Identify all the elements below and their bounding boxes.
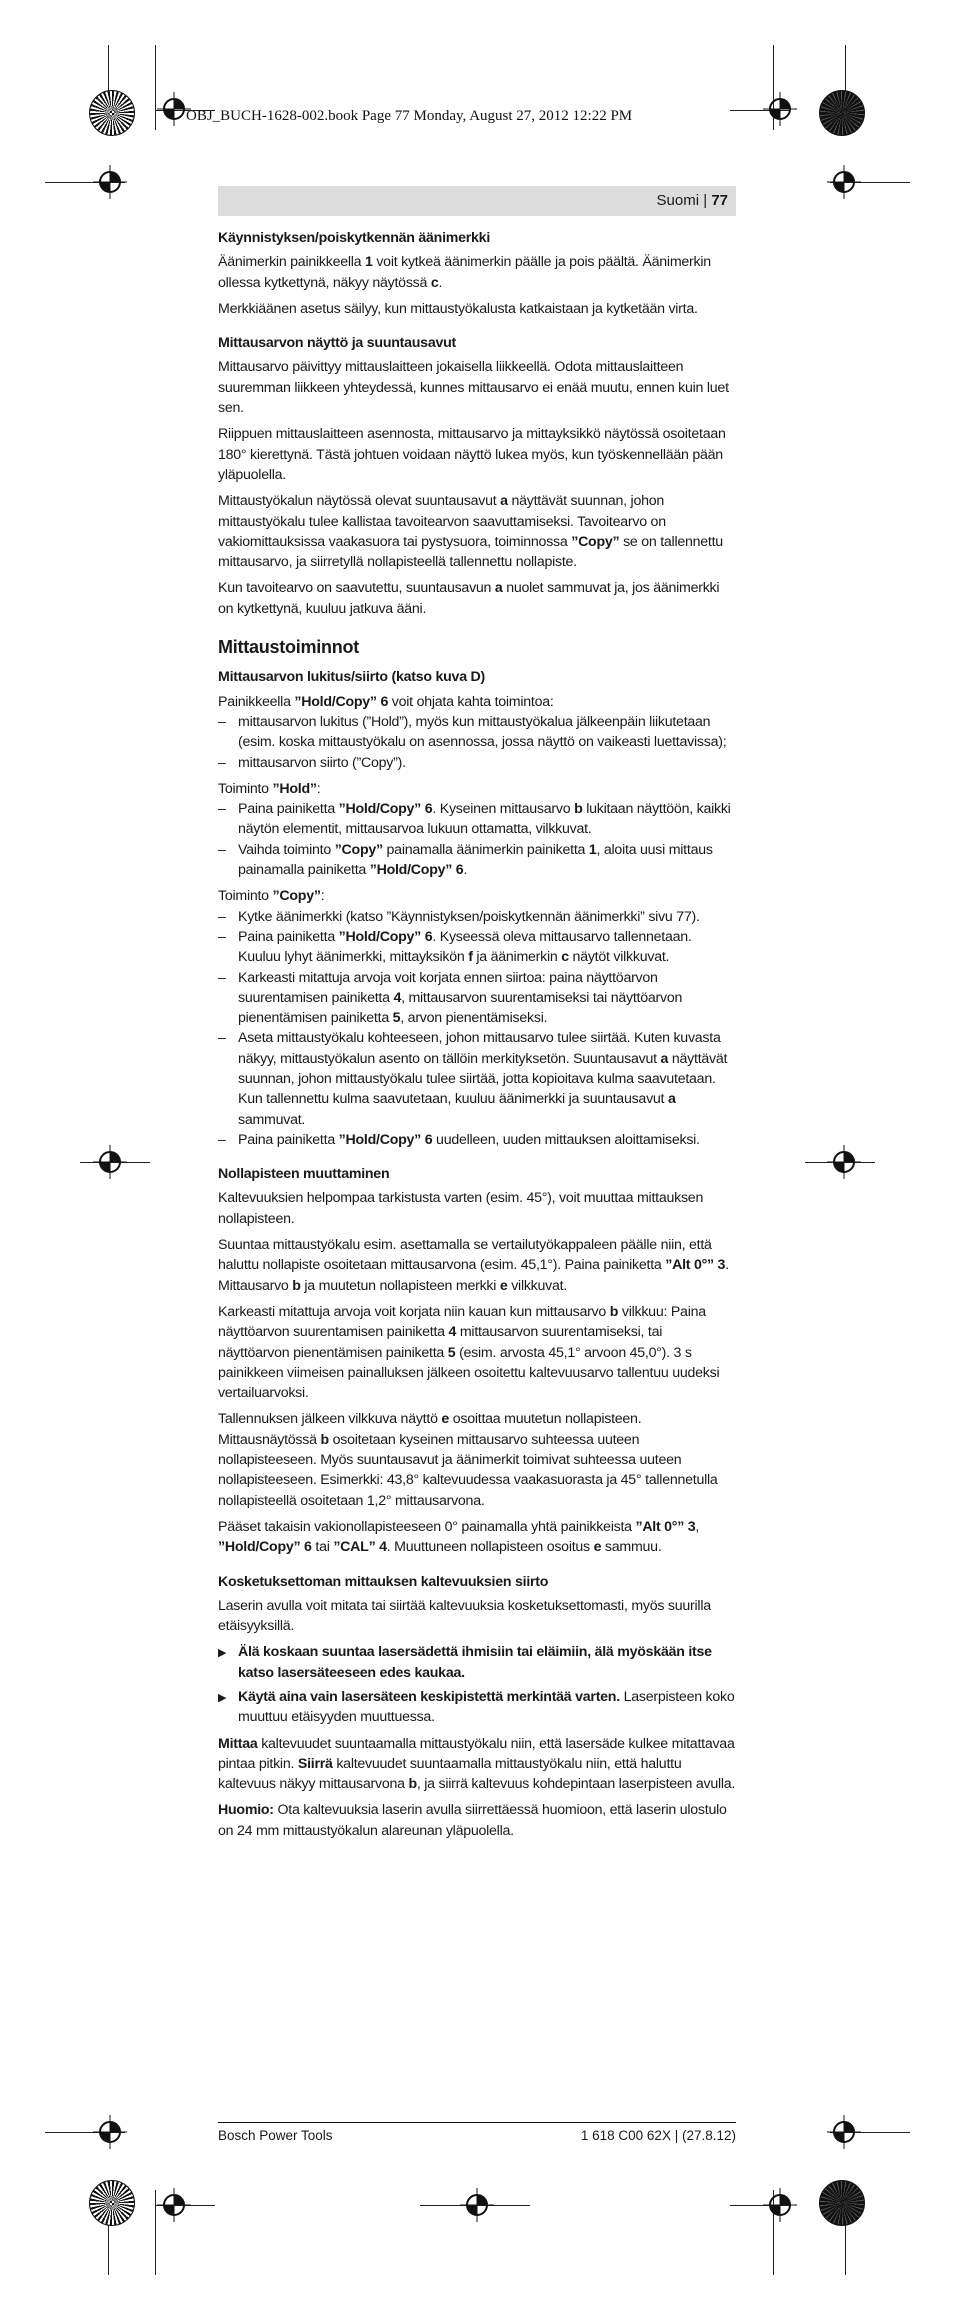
section-heading: Käynnistyksen/poiskytkennän äänimerkki: [218, 230, 491, 246]
paragraph: Toiminto ”Copy”:: [218, 888, 325, 905]
footer-doc-number: 1 618 C00 62X | (27.8.12): [580, 2128, 736, 2143]
list-item: – Paina painiketta ”Hold/Copy” 6 uudelleen, uuden mittauksen aloittamiseksi.: [218, 1130, 736, 1150]
color-registration-rosette: [89, 2180, 135, 2226]
registration-target-icon: [763, 2188, 797, 2222]
color-registration-rosette: [819, 2180, 865, 2226]
section-heading: Kosketuksettoman mittauksen kaltevuuksien siirto: [218, 1573, 549, 1590]
bullet-list: [218, 907, 736, 1151]
warning-item: ▶ Älä koskaan suuntaa lasersädettä ihmisiin tai eläimiin, älä myöskään itse katso lasersäteeseen edes kaukaa.: [218, 1642, 736, 1683]
paragraph: Karkeasti mitattuja arvoja voit korjata niin kauan kun mittausarvo b vilkkuu: Paina näyttöarvon suurentamisen painiketta 4 mittausarvon suurentamiseksi, tai näyttöarvon pienentämisen painiketta 5 (esim. arvosta 45,1° arvoon 45,0°). 3 s painikkeen viimeisen painalluksen jälkeen osoitettu kaltevuusarvo tallentuu uudeksi vertailuarvoksi.: [218, 1303, 720, 1402]
paragraph: Merkkiäänen asetus säilyy, kun mittaustyökalusta katkaistaan ja kytketään virta.: [218, 300, 698, 317]
page-body: [218, 228, 736, 1847]
paragraph: Kaltevuuksien helpompaa tarkistusta varten (esim. 45°), voit muuttaa mittauksen nollapisteen.: [218, 1190, 704, 1227]
paragraph: Suuntaa mittaustyökalu esim. asettamalla se vertailutyökappaleen päälle niin, että haluttu nollapiste osoitetaan mittausarvona (esim. 45,1°). Paina painiketta ”Alt 0°” 3. Mittausarvo b ja muutetun nollapisteen merkki e vilkkuvat.: [218, 1237, 729, 1294]
paragraph: Laserin avulla voit mitata tai siirtää kaltevuuksia kosketuksettomasti, myös suurilla etäisyyksillä.: [218, 1597, 711, 1635]
registration-target-icon: [827, 165, 861, 199]
list-item: – mittausarvon siirto (”Copy”).: [218, 753, 736, 773]
registration-target-icon: [460, 2188, 494, 2222]
registration-target-icon: [93, 1145, 127, 1179]
page-number: 77: [711, 192, 728, 209]
paragraph: Mittaa kaltevuudet suuntaamalla mittaustyökalu niin, että lasersäde kulkee mitattavaa pintaa pitkin. Siirrä kaltevuudet suuntaamalla mittaustyökalu niin, että haluttu kaltevuus näkyy mittausarvona b, ja siirrä kaltevuus kohdepintaan laserpisteen avulla.: [218, 1735, 736, 1793]
crop-mark: [155, 45, 156, 130]
bullet-list: [218, 712, 736, 773]
list-item: – mittausarvon lukitus (”Hold”), myös kun mittaustyökalua jälkeenpäin liikutetaan (esim. koska mittaustyökalu on asennossa, jossa näyttö on vaikeasti luettavissa);: [218, 712, 736, 753]
book-slug-line: OBJ_BUCH-1628-002.book Page 77 Monday, August 27, 2012 12:22 PM: [186, 108, 633, 124]
paragraph: Riippuen mittauslaitteen asennosta, mittausarvo ja mittayksikkö näytössä osoitetaan 180° kierettynä. Tästä johtuen voidaan näyttö lukea myös, kun työskennellään pään yläpuolella.: [218, 426, 726, 483]
list-item: – Karkeasti mitattuja arvoja voit korjata ennen siirtoa: paina näyttöarvon suurentamisen painiketta 4, mittausarvon suurentamiseksi tai näyttöarvon pienentämisen painiketta 5, arvon pienentämiseksi.: [218, 968, 736, 1029]
registration-target-icon: [827, 2115, 861, 2149]
color-registration-rosette: [819, 90, 865, 136]
paragraph: Pääset takaisin vakionollapisteeseen 0° painamalla yhtä painikkeista ”Alt 0°” 3, ”Hold/Copy” 6 tai ”CAL” 4. Muuttuneen nollapisteen osoitus e sammuu.: [218, 1518, 700, 1556]
paragraph: Mittaustyökalun näytössä olevat suuntausavut a näyttävät suunnan, johon mittaustyökalu tulee kallistaa tavoitearvon saavuttamiseksi. Tavoitearvo on vakiomittauksissa vaakasuora tai pystysuora, toiminnossa ”Copy” se on tallennettu mittausarvo, ja siirretyllä nollapisteellä tallennettu nollapiste.: [218, 493, 723, 571]
paragraph: Kun tavoitearvo on saavutettu, suuntausavun a nuolet sammuvat ja, jos äänimerkki on kytkettynä, kuuluu jatkuva ääni.: [218, 580, 720, 617]
registration-target-icon: [157, 2188, 191, 2222]
warning-list: [218, 1642, 736, 1727]
section-heading: Mittausarvon lukitus/siirto (katso kuva D): [218, 669, 486, 686]
color-registration-rosette: [89, 90, 135, 136]
registration-target-icon: [827, 1145, 861, 1179]
paragraph: Huomio: Ota kaltevuuksia laserin avulla siirrettäessä huomioon, että laserin ulostulo on 24 mm mittaustyökalun alareunan yläpuolella.: [218, 1802, 727, 1839]
section-heading: Mittausarvon näyttö ja suuntausavut: [218, 335, 456, 352]
list-item: – Kytke äänimerkki (katso ”Käynnistyksen/poiskytkennän äänimerkki” sivu 77).: [218, 907, 736, 927]
paragraph: Painikkeella ”Hold/Copy” 6 voit ohjata kahta toimintoa:: [218, 693, 554, 710]
list-item: – Paina painiketta ”Hold/Copy” 6. Kyseinen mittausarvo b lukitaan näyttöön, kaikki näytön elementit, mittausarvoa lukuun ottamatta, vilkkuvat.: [218, 799, 736, 840]
chapter-heading: Mittaustoiminnot: [218, 637, 359, 658]
header-text: Suomi | 77: [656, 192, 728, 209]
list-item: – Paina painiketta ”Hold/Copy” 6. Kyseessä oleva mittausarvo tallennetaan. Kuuluu lyhyt äänimerkki, mittayksikön f ja äänimerkin c näytöt vilkkuvat.: [218, 927, 736, 968]
bullet-list: [218, 799, 736, 880]
warning-item: ▶ Käytä aina vain lasersäteen keskipistettä merkintää varten. Laserpisteen koko muuttuu etäisyyden muuttuessa.: [218, 1687, 736, 1728]
registration-target-icon: [93, 2115, 127, 2149]
registration-target-icon: [93, 165, 127, 199]
list-item: – Aseta mittaustyökalu kohteeseen, johon mittausarvo tulee siirtää. Kuten kuvasta näkyy, mittaustyökalun asento on tällöin merkityksetön. Suuntausavut a näyttävät suunnan, johon mittaustyökalu tulee siirtää, jotta kopioitava kulma saavutetaan. Kun tallennettu kulma saavutetaan, kuuluu äänimerkki ja suuntausavut a sammuvat.: [218, 1028, 736, 1129]
list-item: – Vaihda toiminto ”Copy” painamalla äänimerkin painiketta 1, aloita uusi mittaus painamalla painiketta ”Hold/Copy” 6.: [218, 840, 736, 881]
paragraph: Toiminto ”Hold”:: [218, 780, 321, 797]
paragraph: Äänimerkin painikkeella 1 voit kytkeä äänimerkin päälle ja pois päältä. Äänimerkin ollessa kytkettynä, näkyy näytössä c.: [218, 254, 711, 291]
section-heading: Nollapisteen muuttaminen: [218, 1166, 390, 1183]
footer-rule: [218, 2122, 736, 2123]
paragraph: Mittausarvo päivittyy mittauslaitteen jokaisella liikkeellä. Odota mittauslaitteen suuremman liikkeen yhteydessä, kunnes mittausarvo ei enää muutu, ennen kuin luet sen.: [218, 359, 729, 417]
footer-publisher: Bosch Power Tools: [218, 2128, 333, 2143]
paragraph: Tallennuksen jälkeen vilkkuva näyttö e osoittaa muutetun nollapisteen. Mittausnäytössä b osoitetaan kyseinen mittausarvo suhteessa uuteen nollapisteeseen. Myös suuntausavut ja äänimerkit toimivat suhteessa uuteen nollapisteeseen. Esimerkki: 43,8° kaltevuudessa vaakasuorasta ja 45° tallennetulla nollapisteellä osoitetaan 1,2° mittausarvona.: [218, 1411, 718, 1509]
running-header: [218, 186, 736, 216]
crop-mark: [155, 2190, 156, 2275]
header-language: Suomi: [656, 192, 700, 209]
registration-target-icon: [763, 92, 797, 126]
